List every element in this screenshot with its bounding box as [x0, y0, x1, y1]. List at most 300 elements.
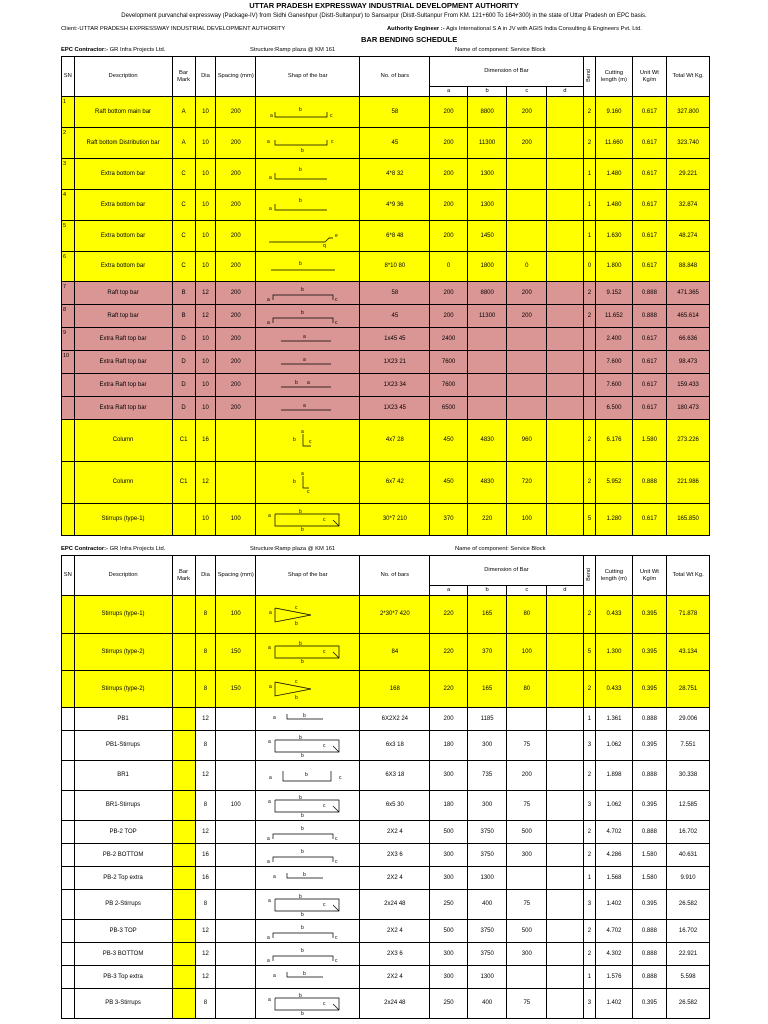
- cell-bar-mark: [172, 867, 195, 890]
- cell-bar-mark: [172, 671, 195, 708]
- bend-label: Bend: [586, 567, 593, 581]
- cell-dim-c: [507, 221, 547, 252]
- shape-dim-label: b: [300, 659, 304, 665]
- cell-bend: 2: [583, 420, 596, 462]
- shape-dim-label: b: [298, 734, 302, 741]
- shape-dim-label: a: [268, 684, 272, 690]
- table-row: [62, 462, 710, 504]
- cell-dim-d: [547, 966, 584, 989]
- cell-dim-c: [507, 966, 547, 989]
- cell-spacing: [216, 821, 256, 844]
- cell-dim-b: 165: [467, 671, 507, 708]
- cell-dim-d: [547, 504, 584, 536]
- shape-dim-label: c: [334, 958, 338, 964]
- cell-dim-a: 200: [430, 708, 468, 731]
- cell-dim-d: [547, 791, 584, 821]
- shape-dim-label: c: [322, 649, 326, 655]
- cell-total-wt: 29.221: [667, 159, 710, 190]
- cell-dim-c: [507, 374, 547, 397]
- component-line-2: Name of component: Service Block: [455, 546, 546, 552]
- bar-shape: [263, 943, 353, 965]
- cell-sn: [62, 634, 75, 671]
- shape-dim-label: b: [298, 992, 302, 999]
- cell-no-of-bars: 2X2 4: [360, 867, 430, 890]
- cell-dim-d: [547, 97, 584, 128]
- cell-bend: 1: [583, 159, 596, 190]
- cell-no-of-bars: 1x45 45: [360, 328, 430, 351]
- cell-cutting-length: 4.702: [596, 920, 633, 943]
- cell-bend: 3: [583, 989, 596, 1019]
- table-row: [62, 731, 710, 761]
- cell-dim-b: [467, 397, 507, 420]
- cell-cutting-length: 9.152: [596, 282, 633, 305]
- cell-dim-a: 7600: [430, 374, 468, 397]
- cell-dia: 12: [195, 966, 216, 989]
- cell-cutting-length: 1.480: [596, 159, 633, 190]
- cell-dia: 12: [195, 920, 216, 943]
- cell-cutting-length: 4.286: [596, 844, 633, 867]
- cell-description: PB1: [74, 708, 172, 731]
- cell-bar-mark: D: [172, 328, 195, 351]
- bar-shape-line: [275, 998, 339, 1010]
- cell-dim-d: [547, 282, 584, 305]
- shape-dim-label: a: [267, 645, 271, 651]
- cell-dim-a: 200: [430, 221, 468, 252]
- cell-bar-mark: D: [172, 374, 195, 397]
- cell-unit-wt: 0.617: [632, 374, 666, 397]
- bar-shape: [263, 920, 353, 942]
- cell-dim-b: 370: [467, 634, 507, 671]
- table-row: [62, 374, 710, 397]
- cell-bar-mark: [172, 821, 195, 844]
- cell-dim-d: [547, 596, 584, 634]
- cell-unit-wt: 0.395: [632, 671, 666, 708]
- cell-dim-d: [547, 397, 584, 420]
- shape-dim-label: a: [267, 738, 271, 745]
- cell-no-of-bars: 2X2 4: [360, 821, 430, 844]
- cell-no-of-bars: 2*30*7 420: [360, 596, 430, 634]
- cell-no-of-bars: 6x5 30: [360, 791, 430, 821]
- cell-sn: [62, 397, 75, 420]
- cell-cutting-length: 1.402: [596, 890, 633, 920]
- shape-dim-label: c: [330, 139, 334, 145]
- cell-dim-d: [547, 221, 584, 252]
- table-row: [62, 844, 710, 867]
- cell-bend: 2: [583, 844, 596, 867]
- cell-dim-c: 200: [507, 97, 547, 128]
- table-row: [62, 159, 710, 190]
- table-row: [62, 221, 710, 252]
- cell-total-wt: 7.551: [667, 731, 710, 761]
- cell-unit-wt: 0.617: [632, 221, 666, 252]
- cell-dim-a: 200: [430, 305, 468, 328]
- cell-bend: 2: [583, 821, 596, 844]
- cell-bar-mark: [172, 844, 195, 867]
- bar-shape: [263, 374, 353, 396]
- cell-unit-wt: 0.395: [632, 791, 666, 821]
- structure-line-2: Structure:Ramp plaza @ KM 161: [250, 546, 336, 552]
- shape-dim-label: c: [294, 604, 298, 611]
- cell-description: Stirrups (type-1): [74, 504, 172, 536]
- project-description: Development purvanchal expressway (Package-IV) from Sidhi Ganeshpur (Distt-Sultanpur) to Sansarpur (Distt-Sultanpur From KM. 121+600 To 164+300) in the state of Uttar Pradesh on EPC basis.: [121, 13, 647, 19]
- table-row: [62, 966, 710, 989]
- cell-dim-b: 1450: [467, 221, 507, 252]
- cell-description: Stirrups (type-2): [74, 671, 172, 708]
- cell-sn: 3: [62, 159, 75, 190]
- shape-dim-label: b: [298, 198, 302, 204]
- cell-dim-a: 7600: [430, 351, 468, 374]
- cell-spacing: [216, 989, 256, 1019]
- col-dimension: Dimension of Bar: [430, 556, 583, 586]
- cell-shape: [256, 867, 360, 890]
- cell-dim-b: 300: [467, 731, 507, 761]
- bend-label: Bend: [586, 68, 593, 82]
- cell-dia: 8: [195, 671, 216, 708]
- cell-no-of-bars: 6x3 18: [360, 731, 430, 761]
- cell-shape: [256, 504, 360, 536]
- authority-engineer: [387, 26, 642, 32]
- cell-dim-a: 300: [430, 761, 468, 791]
- shape-dim-label: c: [329, 113, 333, 119]
- table-row: [62, 791, 710, 821]
- cell-dim-d: [547, 159, 584, 190]
- cell-shape: [256, 844, 360, 867]
- cell-bend: [583, 328, 596, 351]
- cell-total-wt: 26.582: [667, 989, 710, 1019]
- cell-bar-mark: [172, 966, 195, 989]
- cell-description: PB-2 Top extra: [74, 867, 172, 890]
- cell-unit-wt: 1.580: [632, 867, 666, 890]
- shape-dim-label: c: [334, 859, 338, 865]
- cell-dim-c: [507, 397, 547, 420]
- cell-sn: [62, 374, 75, 397]
- shape-dim-label: c: [294, 679, 298, 685]
- cell-shape: [256, 821, 360, 844]
- cell-dim-b: 3750: [467, 943, 507, 966]
- cell-dim-d: [547, 351, 584, 374]
- cell-bend: 1: [583, 190, 596, 221]
- bar-shape-line: [273, 956, 333, 961]
- cell-bar-mark: C: [172, 190, 195, 221]
- cell-dim-a: 220: [430, 596, 468, 634]
- cell-dim-c: [507, 190, 547, 221]
- table-row: [62, 97, 710, 128]
- cell-no-of-bars: 6X2X2 24: [360, 708, 430, 731]
- cell-shape: [256, 190, 360, 221]
- cell-dim-d: [547, 761, 584, 791]
- bar-shape: [263, 867, 353, 889]
- cell-no-of-bars: 168: [360, 671, 430, 708]
- cell-bar-mark: B: [172, 282, 195, 305]
- cell-dim-c: 200: [507, 761, 547, 791]
- cell-dia: 12: [195, 462, 216, 504]
- table-row: [62, 867, 710, 890]
- cell-dim-d: [547, 920, 584, 943]
- cell-cutting-length: 0.433: [596, 596, 633, 634]
- cell-cutting-length: 7.600: [596, 374, 633, 397]
- cell-dim-a: 180: [430, 791, 468, 821]
- cell-dim-a: 200: [430, 159, 468, 190]
- shape-dim-label: c: [306, 488, 310, 495]
- bar-bending-table-2: [61, 555, 710, 1019]
- table-row: [62, 708, 710, 731]
- cell-spacing: 200: [216, 282, 256, 305]
- schedule-title: BAR BENDING SCHEDULE: [361, 35, 458, 44]
- col-total-wt: Total Wt Kg.: [667, 556, 710, 596]
- cell-description: PB-2 TOP: [74, 821, 172, 844]
- cell-dim-a: 220: [430, 671, 468, 708]
- cell-spacing: 200: [216, 374, 256, 397]
- cell-cutting-length: 4.302: [596, 943, 633, 966]
- cell-bar-mark: C: [172, 159, 195, 190]
- cell-dim-a: 450: [430, 420, 468, 462]
- bar-shape: [263, 894, 353, 916]
- cell-dim-c: [507, 867, 547, 890]
- cell-total-wt: 180.473: [667, 397, 710, 420]
- cell-dia: 16: [195, 420, 216, 462]
- cell-cutting-length: 1.300: [596, 634, 633, 671]
- cell-shape: [256, 596, 360, 634]
- bar-shape-line: [275, 514, 339, 526]
- cell-dim-b: 1300: [467, 966, 507, 989]
- cell-no-of-bars: 8*10 80: [360, 252, 430, 282]
- cell-bend: 2: [583, 671, 596, 708]
- cell-dia: 10: [195, 374, 216, 397]
- cell-dim-a: 500: [430, 821, 468, 844]
- cell-dim-c: 75: [507, 731, 547, 761]
- shape-dim-label: b: [300, 287, 304, 293]
- cell-dia: 8: [195, 989, 216, 1019]
- cell-spacing: [216, 920, 256, 943]
- cell-dim-c: 960: [507, 420, 547, 462]
- shape-dim-label: b: [294, 380, 298, 386]
- col-unit-wt: Unit Wt Kg/m: [632, 556, 666, 596]
- authority-engineer-label: Authority Engineer :-: [387, 26, 445, 32]
- cell-dim-a: 0: [430, 252, 468, 282]
- shape-dim-label: b: [294, 620, 298, 627]
- shape-dim-label: c: [322, 901, 326, 908]
- authority-engineer-name: Agis International S A in JV with AGIS India Consulting & Engineers Pvt. Ltd.: [445, 26, 642, 32]
- bar-shape-line: [275, 682, 311, 696]
- shape-dim-label: a: [266, 320, 270, 326]
- cell-unit-wt: 0.888: [632, 943, 666, 966]
- shape-dim-label: a: [266, 297, 270, 303]
- table-row: [62, 328, 710, 351]
- cell-dim-b: [467, 328, 507, 351]
- shape-dim-label: a: [266, 836, 270, 842]
- cell-bar-mark: A: [172, 97, 195, 128]
- cell-description: Raft bottom main bar: [74, 97, 172, 128]
- bar-shape-line: [275, 173, 327, 179]
- cell-dim-b: 3750: [467, 821, 507, 844]
- cell-cutting-length: 0.433: [596, 671, 633, 708]
- cell-total-wt: 98.473: [667, 351, 710, 374]
- bar-shape: [263, 351, 353, 373]
- table-row: [62, 943, 710, 966]
- cell-sn: [62, 761, 75, 791]
- cell-spacing: 200: [216, 97, 256, 128]
- cell-cutting-length: 1.898: [596, 761, 633, 791]
- cell-sn: [62, 708, 75, 731]
- cell-spacing: [216, 761, 256, 791]
- cell-dim-a: 300: [430, 867, 468, 890]
- shape-dim-label: a: [268, 609, 272, 616]
- cell-bar-mark: [172, 708, 195, 731]
- cell-total-wt: 66.636: [667, 328, 710, 351]
- cell-bar-mark: [172, 596, 195, 634]
- cell-cutting-length: 6.176: [596, 420, 633, 462]
- bar-shape: [263, 305, 353, 327]
- cell-total-wt: 71.878: [667, 596, 710, 634]
- cell-bar-mark: [172, 791, 195, 821]
- table-2-body: [62, 596, 710, 1019]
- cell-bend: 1: [583, 221, 596, 252]
- cell-dim-c: 200: [507, 282, 547, 305]
- shape-dim-label: b: [304, 771, 308, 778]
- cell-dim-b: 8800: [467, 282, 507, 305]
- col-no-of-bars: No. of bars: [360, 57, 430, 97]
- cell-spacing: 100: [216, 596, 256, 634]
- shape-dim-label: a: [267, 897, 271, 904]
- cell-sn: [62, 989, 75, 1019]
- shape-dim-label: a: [266, 859, 270, 865]
- table-row: [62, 890, 710, 920]
- cell-cutting-length: 5.952: [596, 462, 633, 504]
- bar-shape-line: [273, 318, 333, 323]
- bar-shape-line: [275, 140, 327, 145]
- cell-spacing: 150: [216, 634, 256, 671]
- cell-total-wt: 32.874: [667, 190, 710, 221]
- shape-dim-label: e: [334, 233, 338, 239]
- bar-shape-line: [333, 806, 339, 812]
- cell-dim-b: 735: [467, 761, 507, 791]
- shape-dim-label: c: [334, 297, 338, 303]
- cell-unit-wt: 0.888: [632, 462, 666, 504]
- cell-dim-d: [547, 821, 584, 844]
- bar-shape: [263, 844, 353, 866]
- cell-bar-mark: C1: [172, 462, 195, 504]
- cell-description: PB 2-Stirrups: [74, 890, 172, 920]
- cell-no-of-bars: 2X2 4: [360, 966, 430, 989]
- cell-sn: [62, 821, 75, 844]
- col-cutting-length: Cutting length (m): [596, 556, 633, 596]
- bar-shape: [263, 604, 353, 626]
- bar-shape: [263, 678, 353, 700]
- shape-dim-label: a: [268, 206, 272, 212]
- col-spacing: Spacing (mm): [216, 556, 256, 596]
- cell-dim-a: 370: [430, 504, 468, 536]
- bar-shape: [263, 328, 353, 350]
- bar-shape: [263, 194, 353, 216]
- cell-unit-wt: 0.617: [632, 159, 666, 190]
- shape-dim-label: b: [302, 872, 306, 878]
- shape-dim-label: a: [267, 512, 271, 519]
- shape-dim-label: b: [300, 148, 304, 154]
- cell-cutting-length: 1.630: [596, 221, 633, 252]
- cell-total-wt: 221.986: [667, 462, 710, 504]
- cell-dim-b: 1185: [467, 708, 507, 731]
- cell-sn: [62, 920, 75, 943]
- cell-cutting-length: 6.500: [596, 397, 633, 420]
- cell-dim-b: 220: [467, 504, 507, 536]
- shape-dim-label: a: [268, 175, 272, 181]
- cell-shape: [256, 397, 360, 420]
- cell-bar-mark: [172, 890, 195, 920]
- cell-unit-wt: 0.617: [632, 97, 666, 128]
- cell-dia: 12: [195, 821, 216, 844]
- cell-unit-wt: 1.580: [632, 844, 666, 867]
- bar-shape-line: [333, 652, 339, 658]
- cell-description: PB-3 Top extra: [74, 966, 172, 989]
- cell-dim-b: 8800: [467, 97, 507, 128]
- cell-total-wt: 159.433: [667, 374, 710, 397]
- shape-dim-label: c: [322, 802, 326, 809]
- shape-dim-label: b: [302, 971, 306, 977]
- bar-shape-line: [333, 746, 339, 752]
- shape-dim-label: a: [266, 139, 270, 145]
- cell-bend: 3: [583, 731, 596, 761]
- cell-shape: [256, 671, 360, 708]
- bar-shape-line: [275, 646, 339, 658]
- cell-no-of-bars: 4*9 36: [360, 190, 430, 221]
- table-row: [62, 128, 710, 159]
- cell-bar-mark: D: [172, 397, 195, 420]
- shape-dim-label: a: [272, 973, 276, 979]
- table-row: [62, 305, 710, 328]
- cell-shape: [256, 708, 360, 731]
- shape-dim-label: b: [298, 893, 302, 900]
- bar-shape-line: [273, 834, 333, 839]
- col-dimension: Dimension of Bar: [430, 57, 583, 87]
- cell-description: PB-3 BOTTOM: [74, 943, 172, 966]
- cell-bar-mark: [172, 989, 195, 1019]
- shape-dim-label: b: [300, 826, 304, 832]
- bar-shape: [263, 163, 353, 185]
- shape-dim-label: a: [266, 935, 270, 941]
- cell-bar-mark: A: [172, 128, 195, 159]
- shape-dim-label: b: [294, 695, 298, 701]
- cell-unit-wt: 0.395: [632, 634, 666, 671]
- cell-dim-c: [507, 159, 547, 190]
- shape-dim-label: b: [298, 260, 302, 267]
- cell-dim-c: 300: [507, 844, 547, 867]
- cell-dim-a: 250: [430, 890, 468, 920]
- cell-total-wt: 471.365: [667, 282, 710, 305]
- cell-dim-a: 300: [430, 966, 468, 989]
- col-bar-mark: Bar Mark: [172, 556, 195, 596]
- col-dim-c: c: [507, 586, 547, 596]
- bar-shape: [263, 472, 353, 494]
- cell-dia: 16: [195, 867, 216, 890]
- cell-dia: 8: [195, 791, 216, 821]
- cell-unit-wt: 0.395: [632, 731, 666, 761]
- shape-dim-label: c: [322, 516, 326, 523]
- cell-dia: 10: [195, 397, 216, 420]
- cell-sn: [62, 462, 75, 504]
- cell-description: PB 3-Stirrups: [74, 989, 172, 1019]
- cell-dia: 10: [195, 252, 216, 282]
- table-row: [62, 420, 710, 462]
- cell-bar-mark: [172, 943, 195, 966]
- cell-dim-b: 4830: [467, 420, 507, 462]
- cell-unit-wt: 0.395: [632, 890, 666, 920]
- shape-dim-label: b: [300, 948, 304, 954]
- col-description: Description: [74, 556, 172, 596]
- shape-dim-label: b: [298, 167, 302, 173]
- cell-description: Extra bottom bar: [74, 190, 172, 221]
- cell-spacing: [216, 890, 256, 920]
- cell-bend: 3: [583, 791, 596, 821]
